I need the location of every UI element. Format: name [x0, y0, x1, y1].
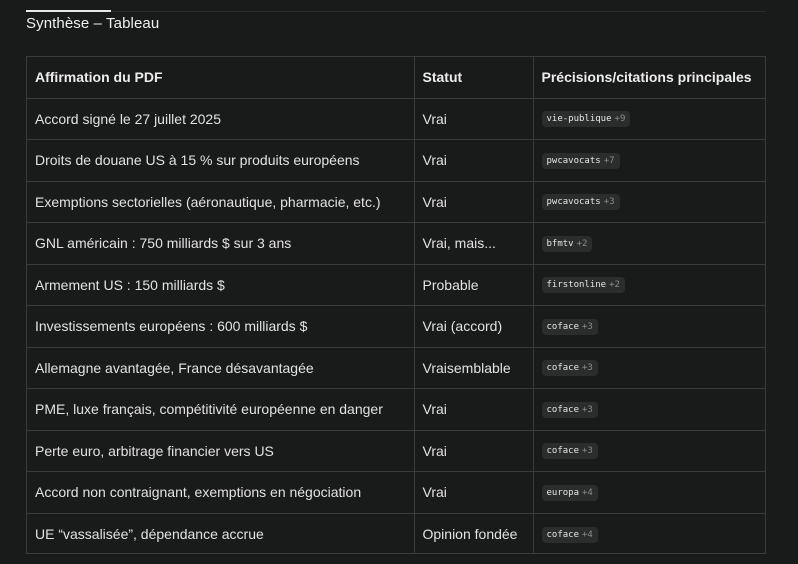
source-cell — [533, 347, 765, 389]
status-cell: Vrai — [414, 472, 533, 514]
citation-count: +3 — [582, 404, 593, 415]
claim-cell: Droits de douane US à 15 % sur produits européens — [27, 140, 414, 182]
status-cell: Vrai (accord) — [414, 306, 533, 348]
table-row — [27, 472, 765, 514]
source-cell — [533, 140, 765, 182]
citation-chip[interactable] — [542, 402, 598, 418]
page-title: Synthèse – Tableau — [26, 15, 160, 32]
top-divider — [26, 11, 766, 12]
claim-cell: Allemagne avantagée, France désavantagée — [27, 347, 414, 389]
citation-chip[interactable] — [542, 443, 598, 459]
source-cell — [533, 98, 765, 140]
table-row — [27, 223, 765, 265]
citation-source: coface — [546, 321, 580, 332]
citation-count: +3 — [582, 321, 593, 332]
claim-cell: Accord non contraignant, exemptions en négociation — [27, 472, 414, 514]
source-cell — [533, 472, 765, 514]
citation-count: +4 — [582, 529, 593, 540]
claim-cell: Armement US : 150 milliards $ — [27, 264, 414, 306]
header-claim: Affirmation du PDF — [27, 57, 414, 98]
status-cell: Vrai — [414, 98, 533, 140]
header-status: Statut — [414, 57, 533, 98]
citation-count: +2 — [609, 280, 620, 291]
citation-count: +3 — [603, 197, 615, 208]
status-cell: Vrai — [414, 430, 533, 472]
table-row — [27, 264, 765, 306]
citation-chip[interactable] — [542, 527, 598, 543]
citation-chip[interactable] — [542, 360, 598, 376]
summary-table — [26, 56, 766, 554]
citation-chip[interactable] — [542, 485, 598, 501]
status-cell: Vrai — [414, 181, 533, 223]
citation-source: coface — [546, 446, 580, 457]
citation-count: +4 — [582, 487, 593, 498]
citation-count: +3 — [582, 446, 593, 457]
source-cell — [533, 223, 765, 265]
table-row — [27, 347, 765, 389]
status-cell: Vraisemblable — [414, 347, 533, 389]
title-accent-bar — [26, 10, 111, 12]
claim-cell: Accord signé le 27 juillet 2025 — [27, 98, 414, 140]
table-row — [27, 389, 765, 431]
citation-chip[interactable] — [542, 319, 598, 335]
source-cell — [533, 513, 765, 554]
citation-source: pwcavocats — [546, 197, 601, 208]
claim-cell: Perte euro, arbitrage financier vers US — [27, 430, 414, 472]
status-cell: Vrai — [414, 389, 533, 431]
source-cell — [533, 306, 765, 348]
citation-source: europa — [546, 487, 580, 498]
claim-cell: UE “vassalisée”, dépendance accrue — [27, 513, 414, 554]
citation-source: bfmtv — [546, 238, 574, 249]
citation-chip[interactable] — [542, 277, 625, 293]
table-row — [27, 513, 765, 554]
claim-cell: Exemptions sectorielles (aéronautique, pharmacie, etc.) — [27, 181, 414, 223]
source-cell — [533, 181, 765, 223]
table-row — [27, 140, 765, 182]
citation-source: pwcavocats — [546, 155, 601, 166]
citation-chip[interactable] — [542, 194, 620, 210]
status-cell: Vrai, mais... — [414, 223, 533, 265]
citation-count: +9 — [614, 114, 626, 125]
citation-source: coface — [546, 529, 580, 540]
table-row — [27, 98, 765, 140]
table-header-row — [27, 57, 765, 98]
table-row — [27, 430, 765, 472]
status-cell: Vrai — [414, 140, 533, 182]
citation-count: +7 — [603, 155, 615, 166]
status-cell: Opinion fondée — [414, 513, 533, 554]
citation-source: vie-publique — [546, 114, 612, 125]
status-cell: Probable — [414, 264, 533, 306]
claim-cell: Investissements européens : 600 milliards $ — [27, 306, 414, 348]
citation-count: +3 — [582, 363, 593, 374]
source-cell — [533, 389, 765, 431]
citation-chip[interactable] — [542, 111, 631, 127]
header-sources: Précisions/citations principales — [533, 57, 765, 98]
citation-chip[interactable] — [542, 153, 620, 169]
table-row — [27, 181, 765, 223]
claim-cell: PME, luxe français, compétitivité européenne en danger — [27, 389, 414, 431]
source-cell — [533, 264, 765, 306]
table-row — [27, 306, 765, 348]
citation-chip[interactable] — [542, 236, 593, 252]
citation-count: +2 — [576, 238, 588, 249]
citation-source: firstonline — [546, 280, 607, 291]
claim-cell: GNL américain : 750 milliards $ sur 3 ans — [27, 223, 414, 265]
citation-source: coface — [546, 363, 580, 374]
citation-source: coface — [546, 404, 580, 415]
source-cell — [533, 430, 765, 472]
